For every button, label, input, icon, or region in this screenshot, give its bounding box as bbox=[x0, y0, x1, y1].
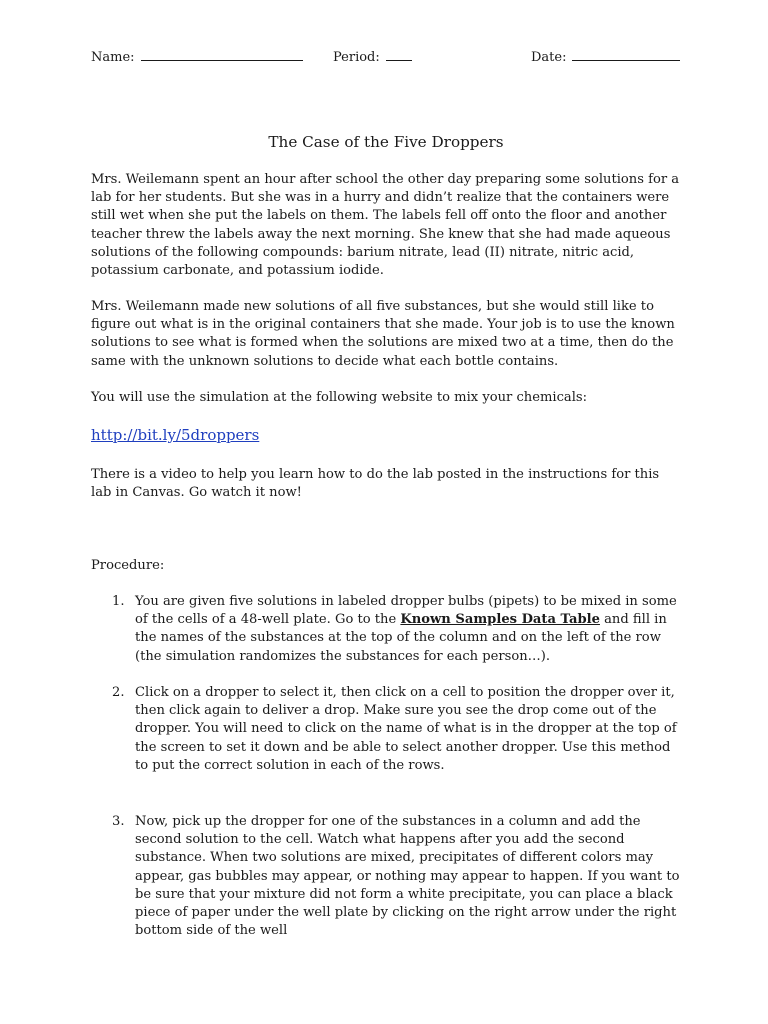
period-blank[interactable] bbox=[386, 47, 412, 61]
step-text bbox=[135, 593, 681, 666]
simulation-link[interactable]: http://bit.ly/5droppers bbox=[91, 426, 260, 444]
video-paragraph: There is a video to help you learn how to do the lab posted in the instructions for this lab in Canvas. Go watch it now! bbox=[91, 467, 660, 501]
header-row bbox=[91, 47, 681, 67]
name-blank[interactable] bbox=[141, 47, 303, 61]
period-field bbox=[333, 47, 412, 67]
link-line bbox=[91, 426, 681, 446]
step-text-end: and fill in the names of the substances at the top of the column and on the left of the row (the simulation randomizes the substances for each person…). bbox=[135, 612, 667, 664]
step-text-start: You are given five solutions in labeled dropper bulbs (pipets) to be mixed in some of the cells of a 48-well plate. Go to the bbox=[135, 594, 677, 628]
step-number: 1. bbox=[112, 594, 125, 609]
simulation-paragraph: You will use the simulation at the following website to mix your chemicals: bbox=[91, 390, 588, 405]
date-label: Date: bbox=[531, 50, 567, 65]
known-samples-table-ref: Known Samples Data Table bbox=[400, 612, 600, 628]
name-label: Name: bbox=[91, 50, 135, 65]
intro-paragraph: Mrs. Weilemann spent an hour after school the other day preparing some solutions for a lab for her students. But she was in a hurry and didn’t realize that the containers were still wet when she put the labels on them. The labels fell off onto the floor and another teacher threw the labels away the next morning. She knew that she had made aqueous solutions of the following compounds: barium nitrate, lead (II) nitrate, nitric acid, potassium carbonate, and potassium iodide. bbox=[91, 172, 680, 279]
date-blank[interactable] bbox=[572, 47, 680, 61]
step-number: 2. bbox=[112, 685, 125, 700]
step-text: Now, pick up the dropper for one of the substances in a column and add the second solution to the cell. Watch what happens after you add the second substance. When two solutions are mixed, precipitates of different colors may appear, gas bubbles may appear, or nothing may appear to happen. If you want to be sure that your mixture did not form a white precipitate, you can place a black piece of paper under the well plate by clicking on the right arrow under the right bottom side of the well bbox=[135, 814, 680, 939]
step-number: 3. bbox=[112, 814, 125, 829]
procedure-heading: Procedure: bbox=[91, 558, 165, 573]
task-paragraph: Mrs. Weilemann made new solutions of all five substances, but she would still like to figure out what is in the original containers that she made. Your job is to use the known solutions to see what is formed when the solutions are mixed two at a time, then do the same with the unknown solutions to decide what each bottle contains. bbox=[91, 299, 675, 369]
period-label: Period: bbox=[333, 50, 380, 65]
name-field bbox=[91, 47, 303, 67]
step-text: Click on a dropper to select it, then click on a cell to position the dropper over it, then click again to deliver a drop. Make sure you see the drop come out of the dropper. You will need to click on the name of what is in the dropper at the top of the screen to set it down and be able to select another dropper. Use this method to put the correct solution in each of the rows. bbox=[135, 685, 677, 773]
date-field bbox=[531, 47, 680, 67]
page-title: The Case of the Five Droppers bbox=[268, 133, 504, 151]
